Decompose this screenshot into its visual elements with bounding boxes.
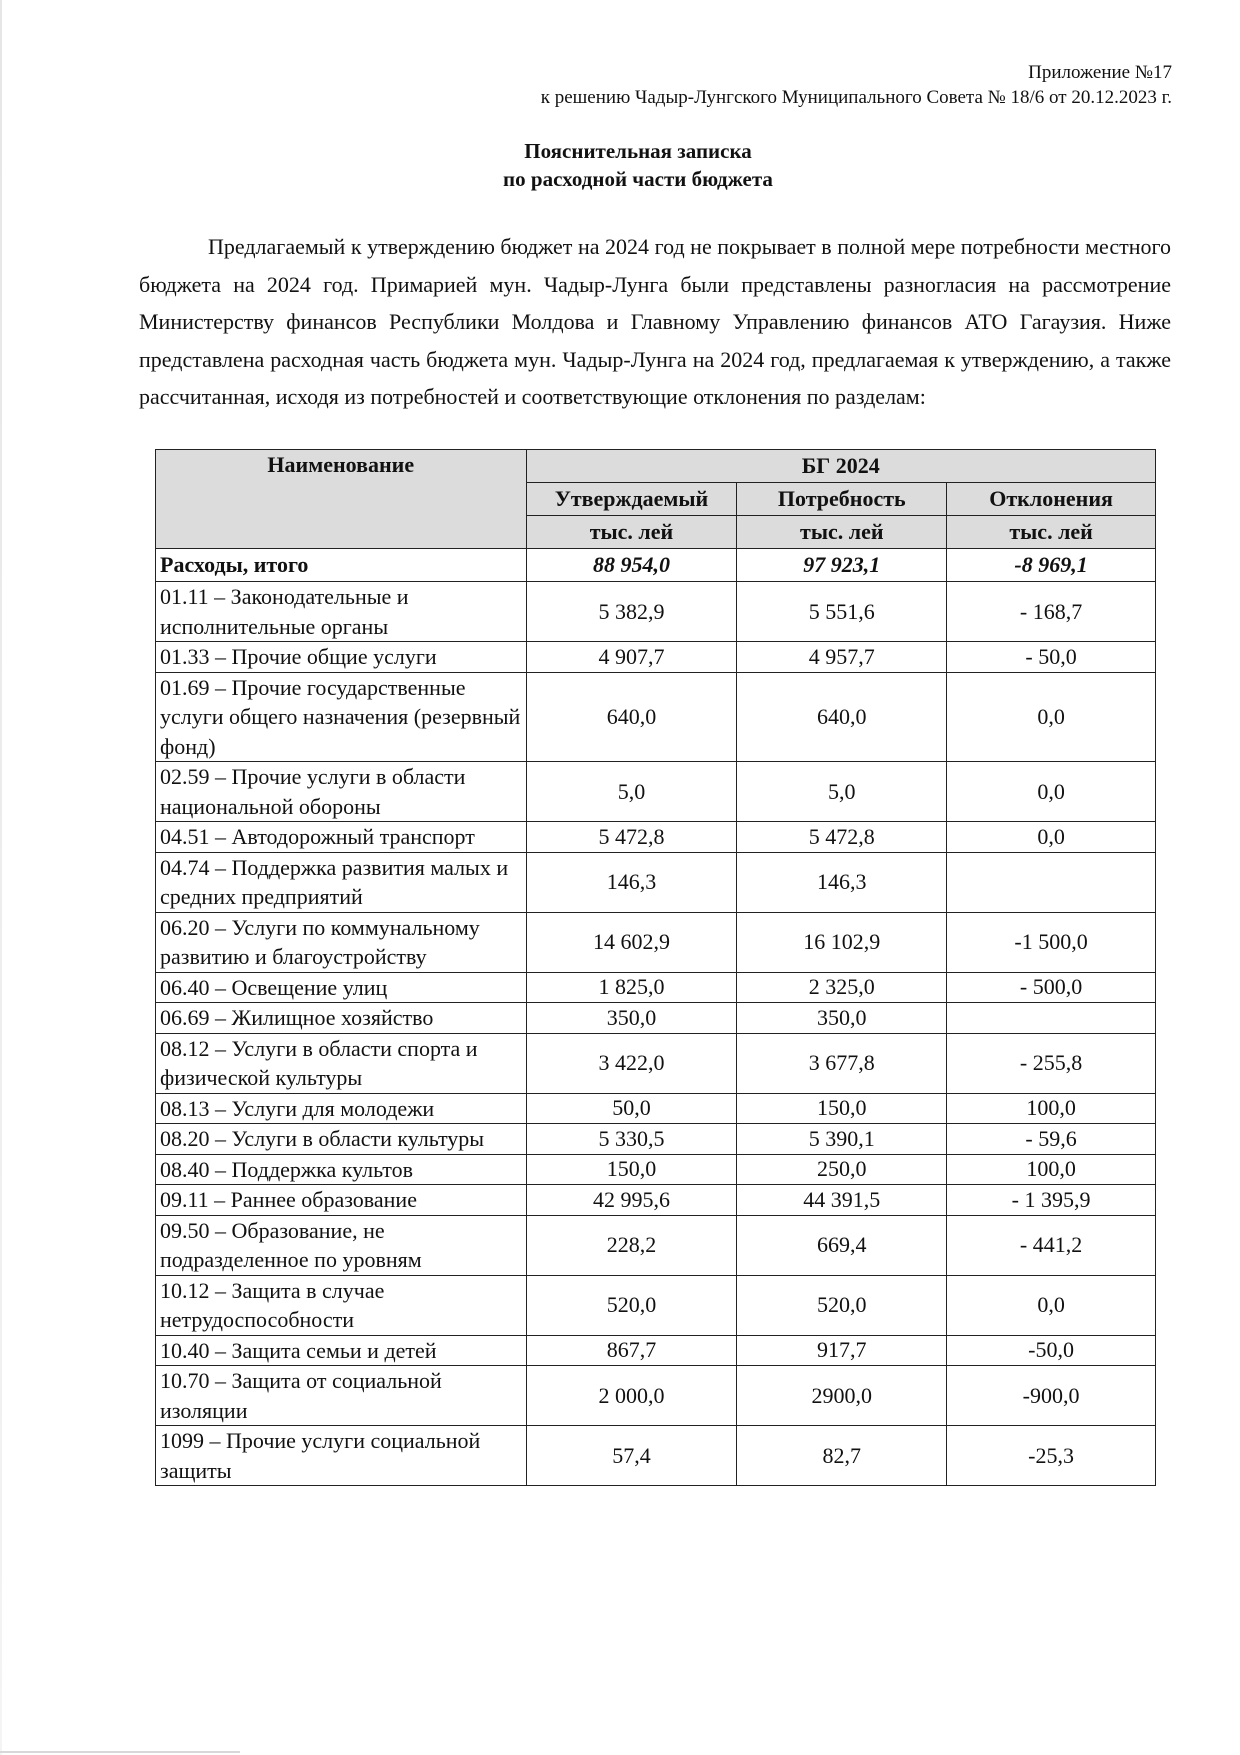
- row-deviation: -25,3: [947, 1426, 1156, 1486]
- intro-paragraph: Предлагаемый к утверждению бюджет на 2024 год не покрывает в полной мере потребности местного бюджета на 2024 год. Примарией мун. Чадыр-Лунга были представлены разногласия на рассмотрение Министерству финансов Республики Молдова и Главному Управлению финансов АТО Гагаузия. Ниже представлена расходная часть бюджета мун. Чадыр-Лунга на 2024 год, предлагаемая к утверждению, а также рассчитанная, исходя из потребностей и соответствующие отклонения по разделам:: [139, 234, 1171, 409]
- title-line-2: по расходной части бюджета: [503, 167, 773, 191]
- row-deviation: -50,0: [947, 1335, 1156, 1366]
- row-deviation: - 441,2: [947, 1215, 1156, 1275]
- row-deviation: 100,0: [947, 1093, 1156, 1124]
- row-approved: 150,0: [526, 1154, 737, 1185]
- table-row: [156, 642, 1156, 673]
- row-deviation: - 1 395,9: [947, 1185, 1156, 1216]
- row-deviation: 0,0: [947, 822, 1156, 853]
- row-need: 146,3: [737, 852, 947, 912]
- table-row: [156, 852, 1156, 912]
- table-row: [156, 1366, 1156, 1426]
- row-need: 5 551,6: [737, 582, 947, 642]
- row-approved: 4 907,7: [526, 642, 737, 673]
- table-row: [156, 1185, 1156, 1216]
- row-name: 08.40 – Поддержка культов: [156, 1154, 527, 1185]
- table-row: [156, 1426, 1156, 1486]
- column-header-need: Потребность: [737, 483, 947, 516]
- total-label: Расходы, итого: [156, 549, 527, 582]
- row-name: 10.40 – Защита семьи и детей: [156, 1335, 527, 1366]
- row-deviation: -1 500,0: [947, 912, 1156, 972]
- row-approved: 5 330,5: [526, 1124, 737, 1155]
- row-name: 09.11 – Раннее образование: [156, 1185, 527, 1216]
- row-name: 01.33 – Прочие общие услуги: [156, 642, 527, 673]
- row-name: 06.20 – Услуги по коммунальному развитию и благоустройству: [156, 912, 527, 972]
- title-line-1: Пояснительная записка: [524, 139, 752, 163]
- row-deviation: - 255,8: [947, 1033, 1156, 1093]
- column-header-deviation: Отклонения: [947, 483, 1156, 516]
- row-approved: 867,7: [526, 1335, 737, 1366]
- table-row: [156, 762, 1156, 822]
- row-approved: 228,2: [526, 1215, 737, 1275]
- row-need: 5 390,1: [737, 1124, 947, 1155]
- row-name: 06.69 – Жилищное хозяйство: [156, 1003, 527, 1034]
- row-need: 16 102,9: [737, 912, 947, 972]
- row-approved: 42 995,6: [526, 1185, 737, 1216]
- budget-table: [155, 449, 1156, 1486]
- row-deviation: - 50,0: [947, 642, 1156, 673]
- table-row: [156, 1215, 1156, 1275]
- row-deviation: 0,0: [947, 1275, 1156, 1335]
- total-row: [156, 549, 1156, 582]
- row-need: 2 325,0: [737, 972, 947, 1003]
- row-deviation: - 168,7: [947, 582, 1156, 642]
- unit-need: тыс. лей: [737, 516, 947, 549]
- table-row: [156, 1154, 1156, 1185]
- row-name: 08.13 – Услуги для молодежи: [156, 1093, 527, 1124]
- header-row-group: [156, 450, 1156, 483]
- row-name: 09.50 – Образование, не подразделенное по уровням: [156, 1215, 527, 1275]
- row-approved: 350,0: [526, 1003, 737, 1034]
- row-approved: 5 472,8: [526, 822, 737, 853]
- table-row: [156, 1033, 1156, 1093]
- row-name: 10.12 – Защита в случае нетрудоспособности: [156, 1275, 527, 1335]
- row-need: 917,7: [737, 1335, 947, 1366]
- table-row: [156, 822, 1156, 853]
- row-approved: 50,0: [526, 1093, 737, 1124]
- row-approved: 1 825,0: [526, 972, 737, 1003]
- row-need: 44 391,5: [737, 1185, 947, 1216]
- annex-header: [541, 60, 1172, 110]
- row-need: 5,0: [737, 762, 947, 822]
- row-need: 640,0: [737, 672, 947, 762]
- row-need: 3 677,8: [737, 1033, 947, 1093]
- row-need: 4 957,7: [737, 642, 947, 673]
- row-name: 04.51 – Автодорожный транспорт: [156, 822, 527, 853]
- row-deviation: - 59,6: [947, 1124, 1156, 1155]
- row-need: 350,0: [737, 1003, 947, 1034]
- row-approved: 5,0: [526, 762, 737, 822]
- unit-approved: тыс. лей: [526, 516, 737, 549]
- column-group-header: БГ 2024: [526, 450, 1155, 483]
- row-need: 520,0: [737, 1275, 947, 1335]
- row-name: 06.40 – Освещение улиц: [156, 972, 527, 1003]
- row-name: 1099 – Прочие услуги социальной защиты: [156, 1426, 527, 1486]
- row-deviation: 0,0: [947, 672, 1156, 762]
- scan-edge-bottom: [0, 1751, 240, 1753]
- row-deviation: -900,0: [947, 1366, 1156, 1426]
- row-need: 82,7: [737, 1426, 947, 1486]
- row-approved: 5 382,9: [526, 582, 737, 642]
- row-name: 10.70 – Защита от социальной изоляции: [156, 1366, 527, 1426]
- decision-reference: к решению Чадыр-Лунгского Муниципального Совета № 18/6 от 20.12.2023 г.: [540, 87, 1172, 108]
- annex-number: Приложение №17: [1028, 62, 1172, 83]
- total-approved: 88 954,0: [526, 549, 737, 582]
- row-need: 5 472,8: [737, 822, 947, 853]
- row-need: 150,0: [737, 1093, 947, 1124]
- row-approved: 640,0: [526, 672, 737, 762]
- total-deviation: -8 969,1: [947, 549, 1156, 582]
- table-row: [156, 912, 1156, 972]
- row-need: 250,0: [737, 1154, 947, 1185]
- row-name: 01.69 – Прочие государственные услуги общего назначения (резервный фонд): [156, 672, 527, 762]
- unit-deviation: тыс. лей: [947, 516, 1156, 549]
- row-name: 02.59 – Прочие услуги в области национальной обороны: [156, 762, 527, 822]
- table-row: [156, 1335, 1156, 1366]
- row-deviation: [947, 1003, 1156, 1034]
- table-row: [156, 1124, 1156, 1155]
- total-need: 97 923,1: [737, 549, 947, 582]
- row-deviation: 100,0: [947, 1154, 1156, 1185]
- row-approved: 520,0: [526, 1275, 737, 1335]
- document-title: [0, 137, 1240, 193]
- column-header-name: Наименование: [156, 450, 527, 549]
- row-approved: 3 422,0: [526, 1033, 737, 1093]
- scan-edge-left: [0, 0, 2, 1755]
- row-approved: 146,3: [526, 852, 737, 912]
- table-row: [156, 1093, 1156, 1124]
- column-header-approved: Утверждаемый: [526, 483, 737, 516]
- row-name: 04.74 – Поддержка развития малых и средних предприятий: [156, 852, 527, 912]
- row-need: 669,4: [737, 1215, 947, 1275]
- row-deviation: - 500,0: [947, 972, 1156, 1003]
- row-approved: 2 000,0: [526, 1366, 737, 1426]
- row-deviation: 0,0: [947, 762, 1156, 822]
- row-deviation: [947, 852, 1156, 912]
- row-name: 08.12 – Услуги в области спорта и физической культуры: [156, 1033, 527, 1093]
- row-approved: 57,4: [526, 1426, 737, 1486]
- table-row: [156, 1275, 1156, 1335]
- table-row: [156, 972, 1156, 1003]
- table-row: [156, 582, 1156, 642]
- row-name: 08.20 – Услуги в области культуры: [156, 1124, 527, 1155]
- table-row: [156, 672, 1156, 762]
- row-need: 2900,0: [737, 1366, 947, 1426]
- row-name: 01.11 – Законодательные и исполнительные органы: [156, 582, 527, 642]
- table-row: [156, 1003, 1156, 1034]
- row-approved: 14 602,9: [526, 912, 737, 972]
